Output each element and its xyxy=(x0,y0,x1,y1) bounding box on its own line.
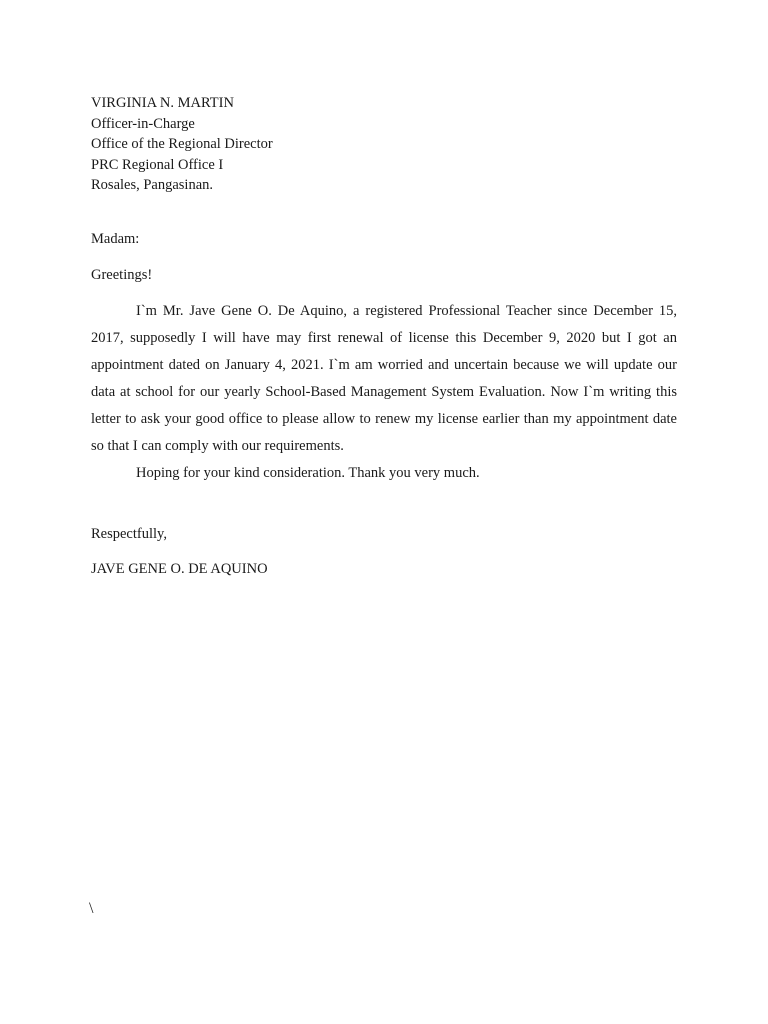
greeting: Greetings! xyxy=(91,267,153,283)
stray-mark: \ xyxy=(89,900,94,917)
complimentary-close: Respectfully, xyxy=(91,526,167,542)
body-paragraph: I`m Mr. Jave Gene O. De Aquino, a registered Professional Teacher since December 15, 2017, supposedly I will have may first renewal of license this December 9, 2020 but I got an appointment dated on January 4, 2021. I`m am worried and uncertain because we will update our data at school for our yearly School-Based Management System Evaluation. Now I`m writing this letter to ask your good office to please allow to renew my license earlier than my appointment date so that I can comply with our requirements. xyxy=(91,303,677,454)
recipient-address-block xyxy=(91,93,273,196)
recipient-branch: PRC Regional Office I xyxy=(91,156,224,173)
salutation: Madam: xyxy=(91,231,140,247)
recipient-position: Officer-in-Charge xyxy=(91,115,195,132)
recipient-office: Office of the Regional Director xyxy=(91,136,273,152)
recipient-location: Rosales, Pangasinan. xyxy=(91,177,214,193)
closing-paragraph: Hoping for your kind consideration. Thank you very much. xyxy=(136,465,480,481)
recipient-name: VIRGINIA N. MARTIN xyxy=(91,95,234,111)
signer-name: JAVE GENE O. DE AQUINO xyxy=(91,561,268,577)
